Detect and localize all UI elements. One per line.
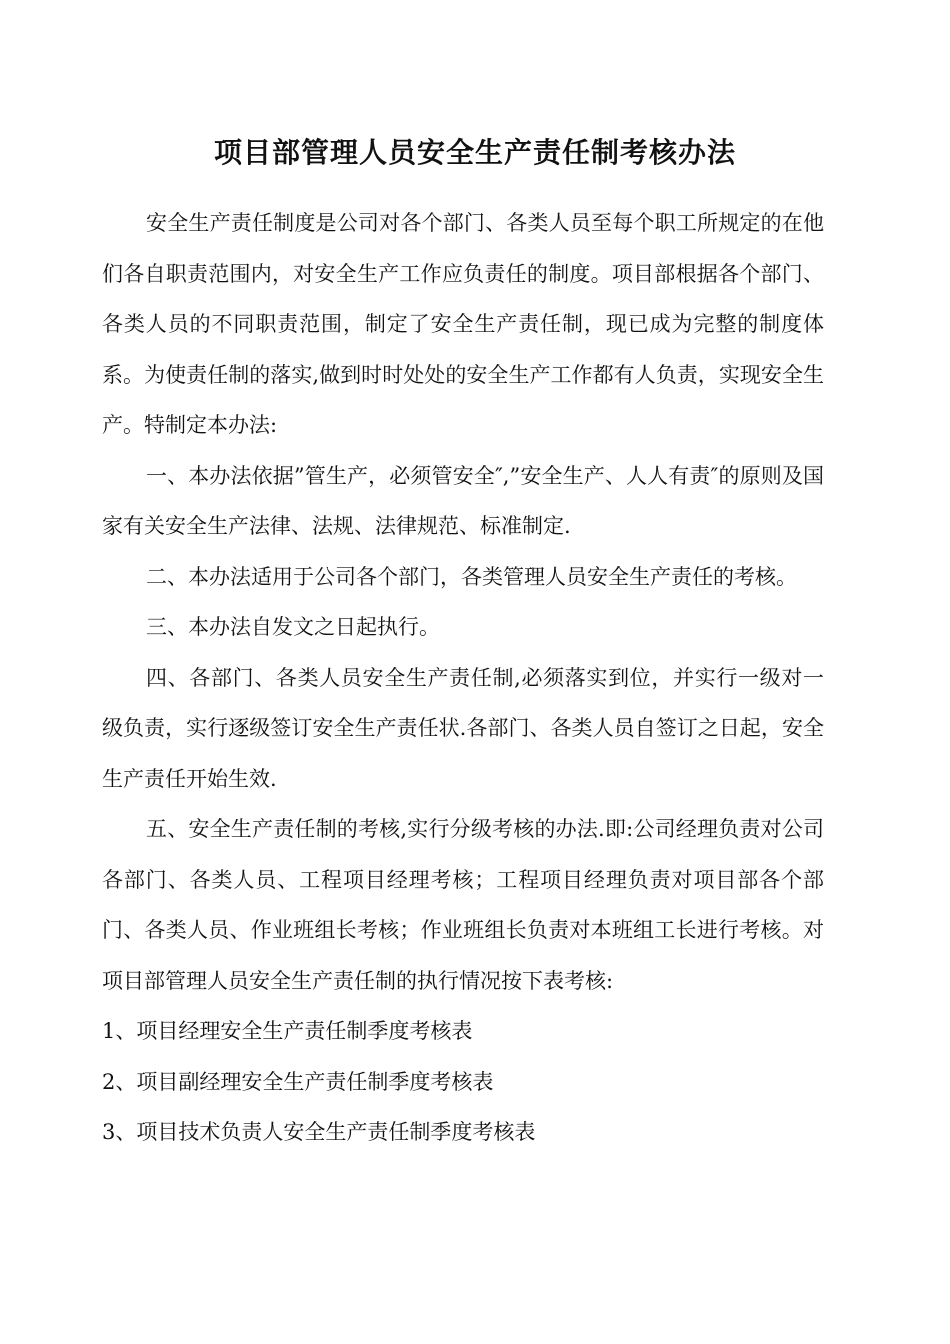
paragraph-article-1: 一、本办法依据”管生产，必须管安全″,”安全生产、人人有责″的原则及国家有关安全生产法律、法规、法律规范、标准制定.	[102, 463, 824, 538]
list-item: 3、项目技术负责人安全生产责任制季度考核表	[102, 1120, 536, 1144]
list-item: 2、项目副经理安全生产责任制季度考核表	[102, 1069, 494, 1094]
list-item: 1、项目经理安全生产责任制季度考核表	[102, 1019, 473, 1043]
document-body	[102, 198, 824, 1158]
document-title: 项目部管理人员安全生产责任制考核办法	[213, 136, 736, 169]
paragraph-article-3: 三、本办法自发文之日起执行。	[146, 615, 440, 639]
paragraph-article-5: 五、安全生产责任制的考核,实行分级考核的办法.即:公司经理负责对公司各部门、各类人员、工程项目经理考核；工程项目经理负责对项目部各个部门、各类人员、作业班组长考核；作业班组长负责对本班组工长进行考核。对项目部管理人员安全生产责任制的执行情况按下表考核:	[102, 817, 824, 993]
paragraph-article-4: 四、各部门、各类人员安全生产责任制,必须落实到位，并实行一级对一级负责，实行逐级签订安全生产责任状.各部门、各类人员自签订之日起，安全生产责任开始生效.	[102, 665, 824, 791]
paragraph-article-2: 二、本办法适用于公司各个部门，各类管理人员安全生产责任的考核。	[146, 564, 797, 589]
paragraph-intro: 安全生产责任制度是公司对各个部门、各类人员至每个职工所规定的在他们各自职责范围内，对安全生产工作应负责任的制度。项目部根据各个部门、各类人员的不同职责范围，制定了安全生产责任制，现已成为完整的制度体系。为使责任制的落实,做到时时处处的安全生产工作都有人负责，实现安全生产。特制定本办法:	[102, 211, 824, 437]
